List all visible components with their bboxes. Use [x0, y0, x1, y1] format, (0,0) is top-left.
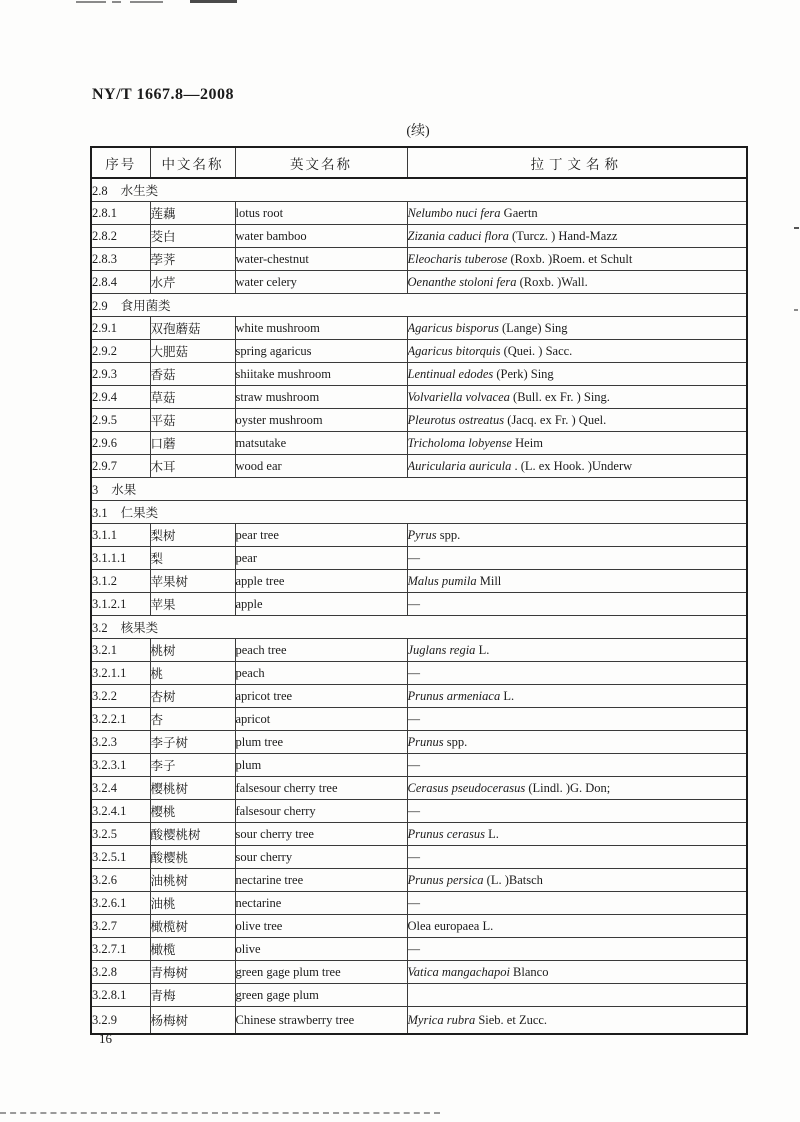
table-row — [91, 409, 747, 432]
scan-artifact — [76, 1, 106, 3]
chinese-name-cell: 橄榄 — [150, 938, 235, 961]
latin-author: (Roxb. )Roem. et Schult — [507, 251, 633, 266]
english-name-cell: olive — [235, 938, 407, 961]
header-latin-name: 拉丁文名称 — [407, 147, 747, 178]
table-row — [91, 432, 747, 455]
latin-name-cell — [407, 823, 747, 846]
section-number: 2.9 — [92, 299, 108, 313]
latin-name-cell — [407, 984, 747, 1007]
section-number: 3.2 — [92, 621, 108, 635]
latin-scientific-name: Myrica rubra — [407, 1012, 476, 1027]
header-english-name: 英文名称 — [235, 147, 407, 178]
latin-author: L. — [484, 826, 499, 841]
latin-scientific-name: Prunus persica — [407, 872, 484, 887]
chinese-name-cell: 李子 — [150, 754, 235, 777]
english-name-cell: sour cherry — [235, 846, 407, 869]
serial-cell: 3.2.4.1 — [91, 800, 150, 823]
latin-name-cell — [407, 639, 747, 662]
latin-scientific-name: Malus pumila — [407, 573, 477, 588]
latin-scientific-name: Auricularia auricula — [407, 458, 512, 473]
chinese-name-cell: 青梅 — [150, 984, 235, 1007]
serial-cell: 3.2.3.1 — [91, 754, 150, 777]
chinese-name-cell: 油桃树 — [150, 869, 235, 892]
chinese-name-cell: 梨树 — [150, 524, 235, 547]
serial-cell: 3.1.1.1 — [91, 547, 150, 570]
latin-scientific-name: Eleocharis tuberose — [407, 251, 508, 266]
latin-author: L. — [500, 688, 515, 703]
latin-author: — — [407, 665, 420, 680]
latin-scientific-name: Oenanthe stoloni fera — [407, 274, 517, 289]
latin-scientific-name: Tricholoma lobyense — [407, 435, 513, 450]
chinese-name-cell: 苹果 — [150, 593, 235, 616]
serial-cell: 3.2.1 — [91, 639, 150, 662]
latin-name-cell — [407, 777, 747, 800]
latin-name-cell — [407, 248, 747, 271]
table-row — [91, 225, 747, 248]
table-row — [91, 524, 747, 547]
table-row — [91, 777, 747, 800]
section-row — [91, 616, 747, 639]
serial-cell: 2.8.3 — [91, 248, 150, 271]
english-name-cell: oyster mushroom — [235, 409, 407, 432]
latin-author: (L. )Batsch — [483, 872, 543, 887]
table-row — [91, 961, 747, 984]
latin-name-cell — [407, 892, 747, 915]
chinese-name-cell: 青梅树 — [150, 961, 235, 984]
section-cell — [91, 294, 747, 317]
latin-name-cell — [407, 271, 747, 294]
table-row — [91, 639, 747, 662]
latin-name-cell — [407, 225, 747, 248]
latin-scientific-name: Vatica mangachapoi — [407, 964, 510, 979]
table-row — [91, 363, 747, 386]
section-cell — [91, 501, 747, 524]
serial-cell: 3.2.7 — [91, 915, 150, 938]
serial-cell: 3.2.8 — [91, 961, 150, 984]
table-row — [91, 731, 747, 754]
english-name-cell: water celery — [235, 271, 407, 294]
chinese-name-cell: 油桃 — [150, 892, 235, 915]
latin-name-cell — [407, 570, 747, 593]
section-number: 2.8 — [92, 184, 108, 198]
chinese-name-cell: 香菇 — [150, 363, 235, 386]
section-cell — [91, 178, 747, 202]
english-name-cell: wood ear — [235, 455, 407, 478]
latin-name-cell — [407, 432, 747, 455]
scan-artifact — [130, 1, 163, 3]
latin-scientific-name: Prunus — [407, 734, 444, 749]
latin-author: (Quei. ) Sacc. — [500, 343, 573, 358]
serial-cell: 3.2.2.1 — [91, 708, 150, 731]
latin-author: — — [407, 941, 420, 956]
page-number: 16 — [99, 1031, 112, 1046]
table-row — [91, 248, 747, 271]
serial-cell: 3.2.6 — [91, 869, 150, 892]
serial-cell: 3.2.1.1 — [91, 662, 150, 685]
chinese-name-cell: 梨 — [150, 547, 235, 570]
serial-cell: 2.9.3 — [91, 363, 150, 386]
english-name-cell: water-chestnut — [235, 248, 407, 271]
latin-scientific-name: Lentinual edodes — [407, 366, 494, 381]
english-name-cell: green gage plum tree — [235, 961, 407, 984]
chinese-name-cell: 口蘑 — [150, 432, 235, 455]
section-label: 水果 — [111, 483, 137, 497]
serial-cell: 3.1.1 — [91, 524, 150, 547]
serial-cell: 2.9.6 — [91, 432, 150, 455]
english-name-cell: lotus root — [235, 202, 407, 225]
english-name-cell: pear tree — [235, 524, 407, 547]
english-name-cell: white mushroom — [235, 317, 407, 340]
serial-cell: 3.2.3 — [91, 731, 150, 754]
serial-cell: 3.1.2 — [91, 570, 150, 593]
chinese-name-cell: 酸樱桃 — [150, 846, 235, 869]
species-table-body — [91, 178, 747, 1034]
serial-cell: 3.2.8.1 — [91, 984, 150, 1007]
chinese-name-cell: 酸樱桃树 — [150, 823, 235, 846]
latin-scientific-name: Pyrus — [407, 527, 437, 542]
scan-artifact — [190, 0, 237, 3]
english-name-cell: peach tree — [235, 639, 407, 662]
latin-author: Sieb. et Zucc. — [475, 1012, 548, 1027]
latin-scientific-name: Pleurotus ostreatus — [407, 412, 505, 427]
latin-scientific-name: Prunus armeniaca — [407, 688, 501, 703]
latin-scientific-name: Zizania caduci flora — [407, 228, 509, 243]
english-name-cell: falsesour cherry — [235, 800, 407, 823]
section-label: 食用菌类 — [120, 299, 171, 313]
latin-author: — — [407, 895, 420, 910]
latin-name-cell — [407, 202, 747, 225]
latin-author: (Roxb. )Wall. — [516, 274, 588, 289]
serial-cell: 2.9.7 — [91, 455, 150, 478]
table-row — [91, 271, 747, 294]
scan-artifact — [0, 1112, 440, 1114]
latin-author: (Lindl. )G. Don; — [525, 780, 611, 795]
latin-name-cell — [407, 593, 747, 616]
latin-author: L. — [475, 642, 490, 657]
section-label: 仁果类 — [120, 506, 159, 520]
latin-scientific-name: Nelumbo nuci fera — [407, 205, 501, 220]
serial-cell: 3.1.2.1 — [91, 593, 150, 616]
serial-cell: 3.2.2 — [91, 685, 150, 708]
scan-artifact — [794, 309, 798, 311]
latin-name-cell — [407, 1007, 747, 1035]
latin-name-cell — [407, 846, 747, 869]
latin-name-cell — [407, 455, 747, 478]
table-row — [91, 386, 747, 409]
english-name-cell: falsesour cherry tree — [235, 777, 407, 800]
continued-label: (续) — [406, 124, 430, 139]
chinese-name-cell: 杏 — [150, 708, 235, 731]
english-name-cell: spring agaricus — [235, 340, 407, 363]
table-row — [91, 984, 747, 1007]
chinese-name-cell: 桃树 — [150, 639, 235, 662]
english-name-cell: green gage plum — [235, 984, 407, 1007]
table-row — [91, 708, 747, 731]
table-row — [91, 800, 747, 823]
latin-scientific-name: Juglans regia — [407, 642, 476, 657]
latin-name-cell — [407, 938, 747, 961]
header-chinese-name: 中文名称 — [150, 147, 235, 178]
latin-scientific-name: Cerasus pseudocerasus — [407, 780, 526, 795]
latin-name-cell — [407, 317, 747, 340]
english-name-cell: nectarine — [235, 892, 407, 915]
table-row — [91, 662, 747, 685]
section-label: 水生类 — [120, 184, 159, 198]
latin-name-cell — [407, 547, 747, 570]
serial-cell: 2.9.5 — [91, 409, 150, 432]
table-row — [91, 938, 747, 961]
latin-author: Heim — [512, 435, 543, 450]
serial-cell: 2.8.2 — [91, 225, 150, 248]
chinese-name-cell: 木耳 — [150, 455, 235, 478]
chinese-name-cell: 樱桃树 — [150, 777, 235, 800]
latin-author: Blanco — [509, 964, 549, 979]
latin-author: Olea europaea L. — [407, 918, 494, 933]
chinese-name-cell: 莲藕 — [150, 202, 235, 225]
english-name-cell: straw mushroom — [235, 386, 407, 409]
chinese-name-cell: 草菇 — [150, 386, 235, 409]
table-row — [91, 754, 747, 777]
latin-author: (Jacq. ex Fr. ) Quel. — [504, 412, 607, 427]
english-name-cell: nectarine tree — [235, 869, 407, 892]
latin-name-cell — [407, 869, 747, 892]
table-row — [91, 1007, 747, 1035]
chinese-name-cell: 苹果树 — [150, 570, 235, 593]
table-row — [91, 892, 747, 915]
english-name-cell: sour cherry tree — [235, 823, 407, 846]
latin-name-cell — [407, 754, 747, 777]
latin-name-cell — [407, 708, 747, 731]
serial-cell: 3.2.5 — [91, 823, 150, 846]
english-name-cell: plum — [235, 754, 407, 777]
english-name-cell: apple tree — [235, 570, 407, 593]
section-row — [91, 178, 747, 202]
latin-name-cell — [407, 524, 747, 547]
chinese-name-cell: 杏树 — [150, 685, 235, 708]
latin-author: — — [407, 596, 420, 611]
chinese-name-cell: 李子树 — [150, 731, 235, 754]
table-row — [91, 317, 747, 340]
section-cell — [91, 478, 747, 501]
table-header-row — [91, 147, 747, 178]
serial-cell: 2.9.4 — [91, 386, 150, 409]
serial-cell: 3.2.4 — [91, 777, 150, 800]
serial-cell: 2.9.1 — [91, 317, 150, 340]
serial-cell: 3.2.5.1 — [91, 846, 150, 869]
chinese-name-cell: 大肥菇 — [150, 340, 235, 363]
table-row — [91, 823, 747, 846]
chinese-name-cell: 水芹 — [150, 271, 235, 294]
latin-author: (Perk) Sing — [493, 366, 554, 381]
latin-name-cell — [407, 363, 747, 386]
latin-author: Mill — [476, 573, 502, 588]
latin-author: — — [407, 550, 420, 565]
table-row — [91, 915, 747, 938]
latin-name-cell — [407, 409, 747, 432]
english-name-cell: shiitake mushroom — [235, 363, 407, 386]
english-name-cell: apricot tree — [235, 685, 407, 708]
chinese-name-cell: 平菇 — [150, 409, 235, 432]
english-name-cell: olive tree — [235, 915, 407, 938]
chinese-name-cell: 荸荠 — [150, 248, 235, 271]
latin-author: — — [407, 711, 420, 726]
chinese-name-cell: 茭白 — [150, 225, 235, 248]
english-name-cell: apricot — [235, 708, 407, 731]
section-row — [91, 501, 747, 524]
table-row — [91, 547, 747, 570]
table-row — [91, 869, 747, 892]
serial-cell: 2.8.1 — [91, 202, 150, 225]
table-row — [91, 340, 747, 363]
latin-name-cell — [407, 340, 747, 363]
latin-author: spp. — [443, 734, 468, 749]
table-row — [91, 570, 747, 593]
latin-scientific-name: Prunus cerasus — [407, 826, 485, 841]
latin-scientific-name: Agaricus bisporus — [407, 320, 499, 335]
english-name-cell: Chinese strawberry tree — [235, 1007, 407, 1035]
serial-cell: 3.2.9 — [91, 1007, 150, 1035]
english-name-cell: peach — [235, 662, 407, 685]
section-number: 3.1 — [92, 506, 108, 520]
latin-author: — — [407, 803, 420, 818]
latin-scientific-name: Agaricus bitorquis — [407, 343, 501, 358]
latin-author: (Turcz. ) Hand-Mazz — [508, 228, 618, 243]
species-table — [90, 146, 748, 1035]
english-name-cell: water bamboo — [235, 225, 407, 248]
chinese-name-cell: 双孢蘑菇 — [150, 317, 235, 340]
latin-name-cell — [407, 386, 747, 409]
scan-artifact — [794, 227, 799, 229]
table-row — [91, 685, 747, 708]
latin-name-cell — [407, 662, 747, 685]
latin-author: (Bull. ex Fr. ) Sing. — [509, 389, 610, 404]
scan-artifact — [112, 1, 121, 3]
header-serial: 序号 — [91, 147, 150, 178]
latin-scientific-name: Volvariella volvacea — [407, 389, 510, 404]
chinese-name-cell: 樱桃 — [150, 800, 235, 823]
section-row — [91, 478, 747, 501]
english-name-cell: pear — [235, 547, 407, 570]
latin-name-cell — [407, 961, 747, 984]
section-row — [91, 294, 747, 317]
latin-author: (Lange) Sing — [498, 320, 568, 335]
section-number: 3 — [92, 483, 99, 497]
latin-author: spp. — [436, 527, 461, 542]
chinese-name-cell: 橄榄树 — [150, 915, 235, 938]
chinese-name-cell: 杨梅树 — [150, 1007, 235, 1035]
english-name-cell: apple — [235, 593, 407, 616]
latin-name-cell — [407, 685, 747, 708]
table-row — [91, 455, 747, 478]
chinese-name-cell: 桃 — [150, 662, 235, 685]
section-label: 核果类 — [120, 621, 159, 635]
serial-cell: 2.9.2 — [91, 340, 150, 363]
latin-name-cell — [407, 731, 747, 754]
latin-author: . (L. ex Hook. )Underw — [511, 458, 633, 473]
table-row — [91, 846, 747, 869]
serial-cell: 2.8.4 — [91, 271, 150, 294]
english-name-cell: plum tree — [235, 731, 407, 754]
table-row — [91, 202, 747, 225]
table-row — [91, 593, 747, 616]
serial-cell: 3.2.7.1 — [91, 938, 150, 961]
english-name-cell: matsutake — [235, 432, 407, 455]
serial-cell: 3.2.6.1 — [91, 892, 150, 915]
latin-author: — — [407, 849, 420, 864]
latin-name-cell — [407, 800, 747, 823]
section-cell — [91, 616, 747, 639]
standard-code: NY/T 1667.8—2008 — [92, 86, 234, 103]
latin-author: — — [407, 757, 420, 772]
latin-name-cell — [407, 915, 747, 938]
latin-author: Gaertn — [500, 205, 538, 220]
